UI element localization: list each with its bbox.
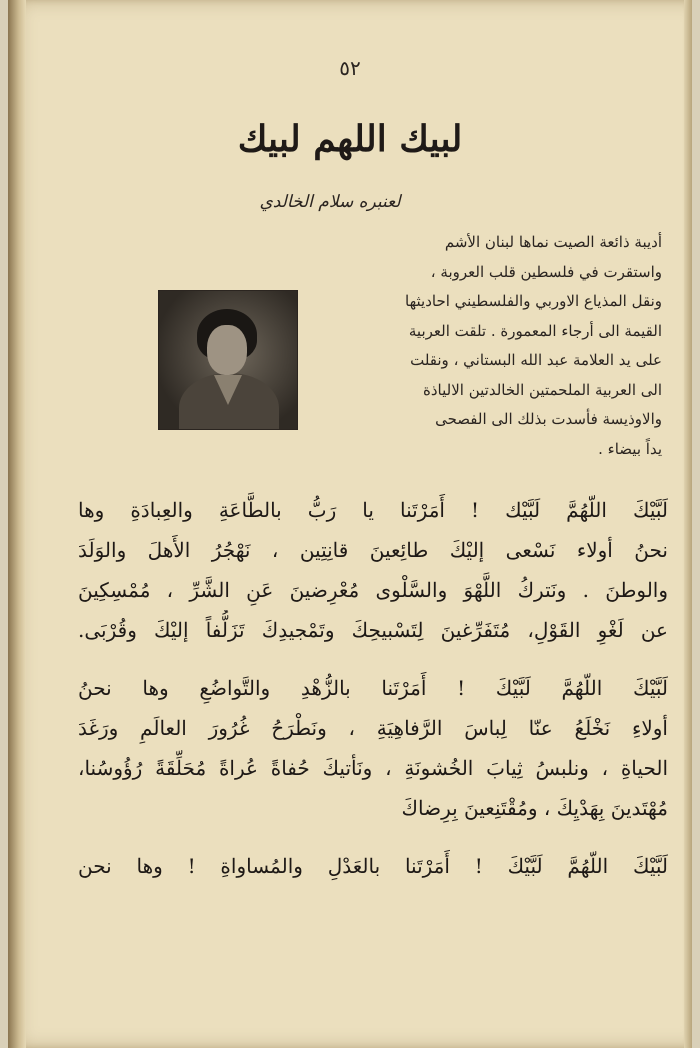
text-line: أولاءِ نَخْلَعُ عنّا لِباسَ الرَّفاهِيَةِ ، ونَطْرَحُ غُرُورَ العالَمِ ورَغَدَ [78, 716, 668, 740]
poem-body [78, 490, 668, 886]
bio-line: ونقل المذياع الاوربي والفلسطيني احاديثها [405, 292, 662, 310]
text-line: لَبَّيْكَ اللّهُمَّ لَبَّيْكَ ! أَمَرْتَنا بالزُّهْدِ والتَّواضُعِ وها نحنُ [78, 676, 668, 700]
paragraph [78, 846, 668, 886]
text-line: والوطنَ . ونَتركُ اللَّهْوَ والسَّلْوى مُعْرِضينَ عَنِ الشَّرِّ ، مُمْسِكِينَ [78, 578, 668, 602]
bio-line: القيمة الى أرجاء المعمورة . تلقت العربية [408, 321, 662, 340]
paragraph [78, 490, 668, 650]
bio-line: يداً بيضاء . [598, 439, 662, 458]
page-title: لبيك اللهم لبيك [237, 118, 463, 160]
page-number: ٥٢ [339, 56, 361, 80]
bio-line: واستقرت في فلسطين قلب العروبة ، [430, 262, 662, 281]
text-line: الحياةِ ، ونلبسُ ثِيابَ الخُشونَةِ ، ونَأتيكَ حُفاةً عُراةً مُحَلِّقَةً رُؤُوسُنا، [78, 756, 668, 780]
bio-line: الى العربية الملحمتين الخالدتين الالياذة [423, 380, 662, 399]
bio-line: أديبة ذائعة الصيت نماها لبنان الأشم [444, 233, 662, 251]
text-line: مُهْتَدينَ بِهَدْيِكَ ، ومُقْتَنِعينَ بِرِضاكَ [401, 796, 668, 820]
author-portrait-photo [158, 290, 298, 430]
paragraph [78, 668, 668, 828]
bio-line: والاوذيسة فأسدت بذلك الى الفصحى [435, 410, 662, 428]
bio-line: على يد العلامة عبد الله البستاني ، ونقلت [410, 351, 662, 369]
author-name: لعنبره سلام الخالدي [259, 192, 401, 212]
text-line: نحنُ أولاء نَسْعى إليْكَ طائِعينَ قانِتِين ، نَهْجُرُ الأَهلَ والوَلَدَ [78, 538, 668, 562]
text-line: عن لَغْوِ القَوْلِ، مُتَفَرِّغينَ لِتَسْبيحِكَ وتَمْجيدِكَ تَزَلُّفاً إليْكَ وقُرْبَى. [78, 618, 668, 642]
author-bio [392, 228, 662, 464]
text-line: لَبَّيْكَ اللّهُمَّ لَبَّيْكَ ! أَمَرْتَنا بالعَدْلِ والمُساواةِ ! وها نحن [78, 854, 668, 878]
text-line: لَبَّيْكَ اللّهُمَّ لَبَّيْك ! أَمَرْتَنا يا رَبُّ بالطَّاعَةِ والعِبادَةِ وها [78, 498, 668, 522]
